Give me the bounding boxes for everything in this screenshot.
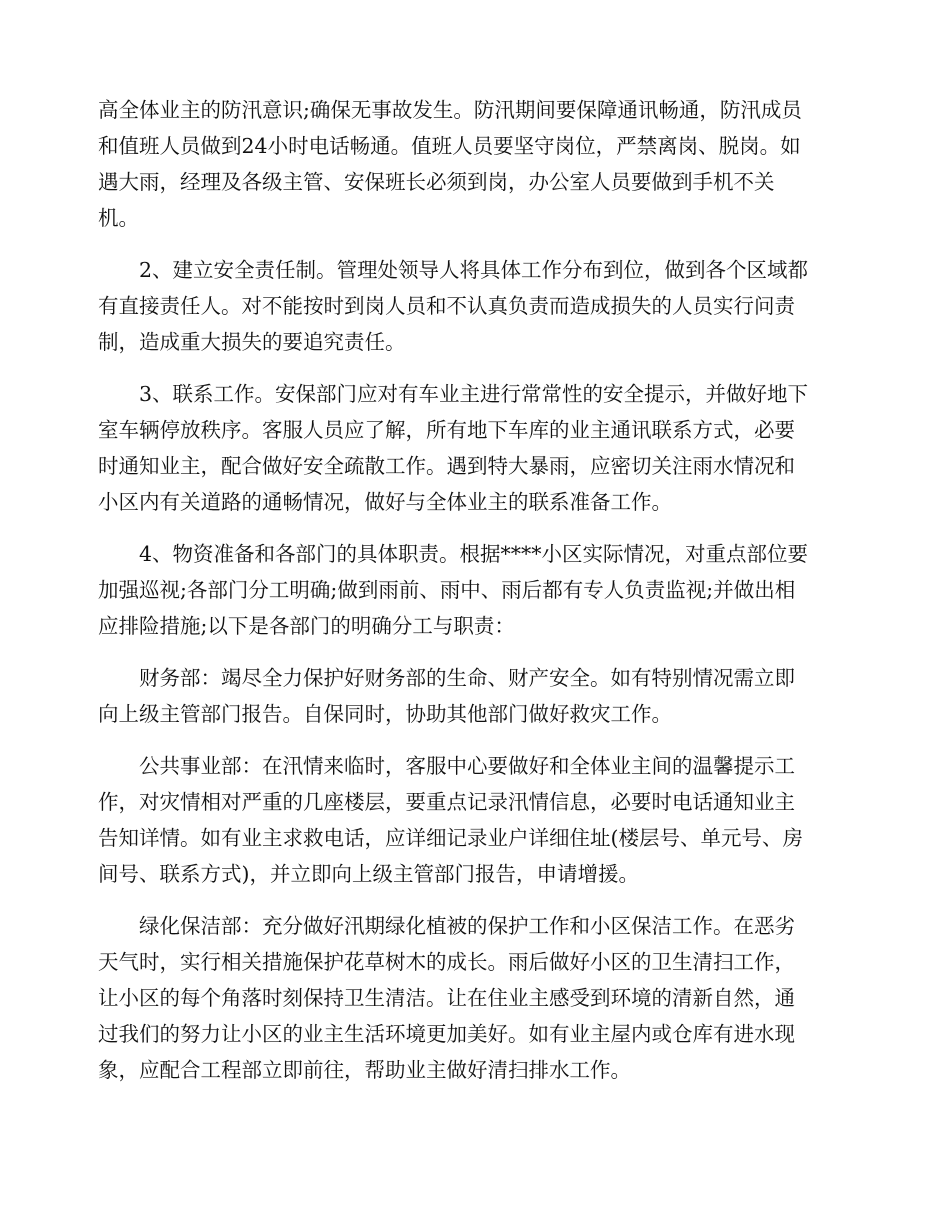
paragraph-flood-awareness — [98, 92, 858, 236]
text-line: 绿化保洁部：充分做好汛期绿化植被的保护工作和小区保洁工作。在恶劣 — [139, 914, 795, 938]
text-line: 2、建立安全责任制。管理处领导人将具体工作分布到位，做到各个区域都 — [139, 258, 809, 282]
text-line: 向上级主管部门报告。自保同时，协助其他部门做好救灾工作。 — [98, 702, 672, 726]
text-line: 4、物资准备和各部门的具体职责。根据****小区实际情况，对重点部位要 — [139, 542, 809, 566]
text-line: 象，应配合工程部立即前往，帮助业主做好清扫排水工作。 — [98, 1058, 631, 1082]
paragraph-contact-work — [98, 376, 858, 520]
text-line: 让小区的每个角落时刻保持卫生清洁。让在住业主感受到环境的清新自然，通 — [98, 986, 795, 1010]
paragraph-finance-dept — [98, 660, 858, 732]
text-line: 过我们的努力让小区的业主生活环境更加美好。如有业主屋内或仓库有进水现 — [98, 1022, 795, 1046]
text-line: 有直接责任人。对不能按时到岗人员和不认真负责而造成损失的人员实行问责 — [98, 294, 795, 318]
text-line: 财务部：竭尽全力保护好财务部的生命、财产安全。如有特别情况需立即 — [139, 666, 795, 690]
paragraph-safety-responsibility — [98, 252, 858, 360]
text-line: 间号、联系方式)，并立即向上级主管部门报告，申请增援。 — [98, 862, 639, 886]
text-line: 应排险措施;以下是各部门的明确分工与职责： — [98, 614, 515, 638]
text-line: 作，对灾情相对严重的几座楼层，要重点记录汛情信息，必要时电话通知业主 — [98, 790, 795, 814]
text-line: 3、联系工作。安保部门应对有车业主进行常常性的安全提示，并做好地下 — [139, 382, 809, 406]
text-line: 制，造成重大损失的要追究责任。 — [98, 330, 406, 354]
text-line: 机。 — [98, 206, 139, 230]
text-line: 遇大雨，经理及各级主管、安保班长必须到岗，办公室人员要做到手机不关 — [98, 170, 775, 194]
text-line: 室车辆停放秩序。客服人员应了解，所有地下车库的业主通讯联系方式，必要 — [98, 418, 795, 442]
paragraph-materials-duties — [98, 536, 858, 644]
text-line: 加强巡视;各部门分工明确;做到雨前、雨中、雨后都有专人负责监视;并做出相 — [98, 578, 796, 602]
text-line: 高全体业主的防汛意识;确保无事故发生。防汛期间要保障通讯畅通，防汛成员 — [98, 98, 802, 122]
text-line: 公共事业部：在汛情来临时，客服中心要做好和全体业主间的温馨提示工 — [139, 754, 795, 778]
text-line: 小区内有关道路的通畅情况，做好与全体业主的联系准备工作。 — [98, 490, 672, 514]
paragraph-public-affairs-dept — [98, 748, 858, 892]
text-line: 告知详情。如有业主求救电话，应详细记录业户详细住址(楼层号、单元号、房 — [98, 826, 803, 850]
text-line: 时通知业主，配合做好安全疏散工作。遇到特大暴雨，应密切关注雨水情况和 — [98, 454, 795, 478]
text-line: 天气时，实行相关措施保护花草树木的成长。雨后做好小区的卫生清扫工作， — [98, 950, 795, 974]
text-line: 和值班人员做到24小时电话畅通。值班人员要坚守岗位，严禁离岗、脱岗。如 — [98, 134, 801, 158]
document-page — [98, 92, 858, 1104]
paragraph-greening-cleaning-dept — [98, 908, 858, 1088]
